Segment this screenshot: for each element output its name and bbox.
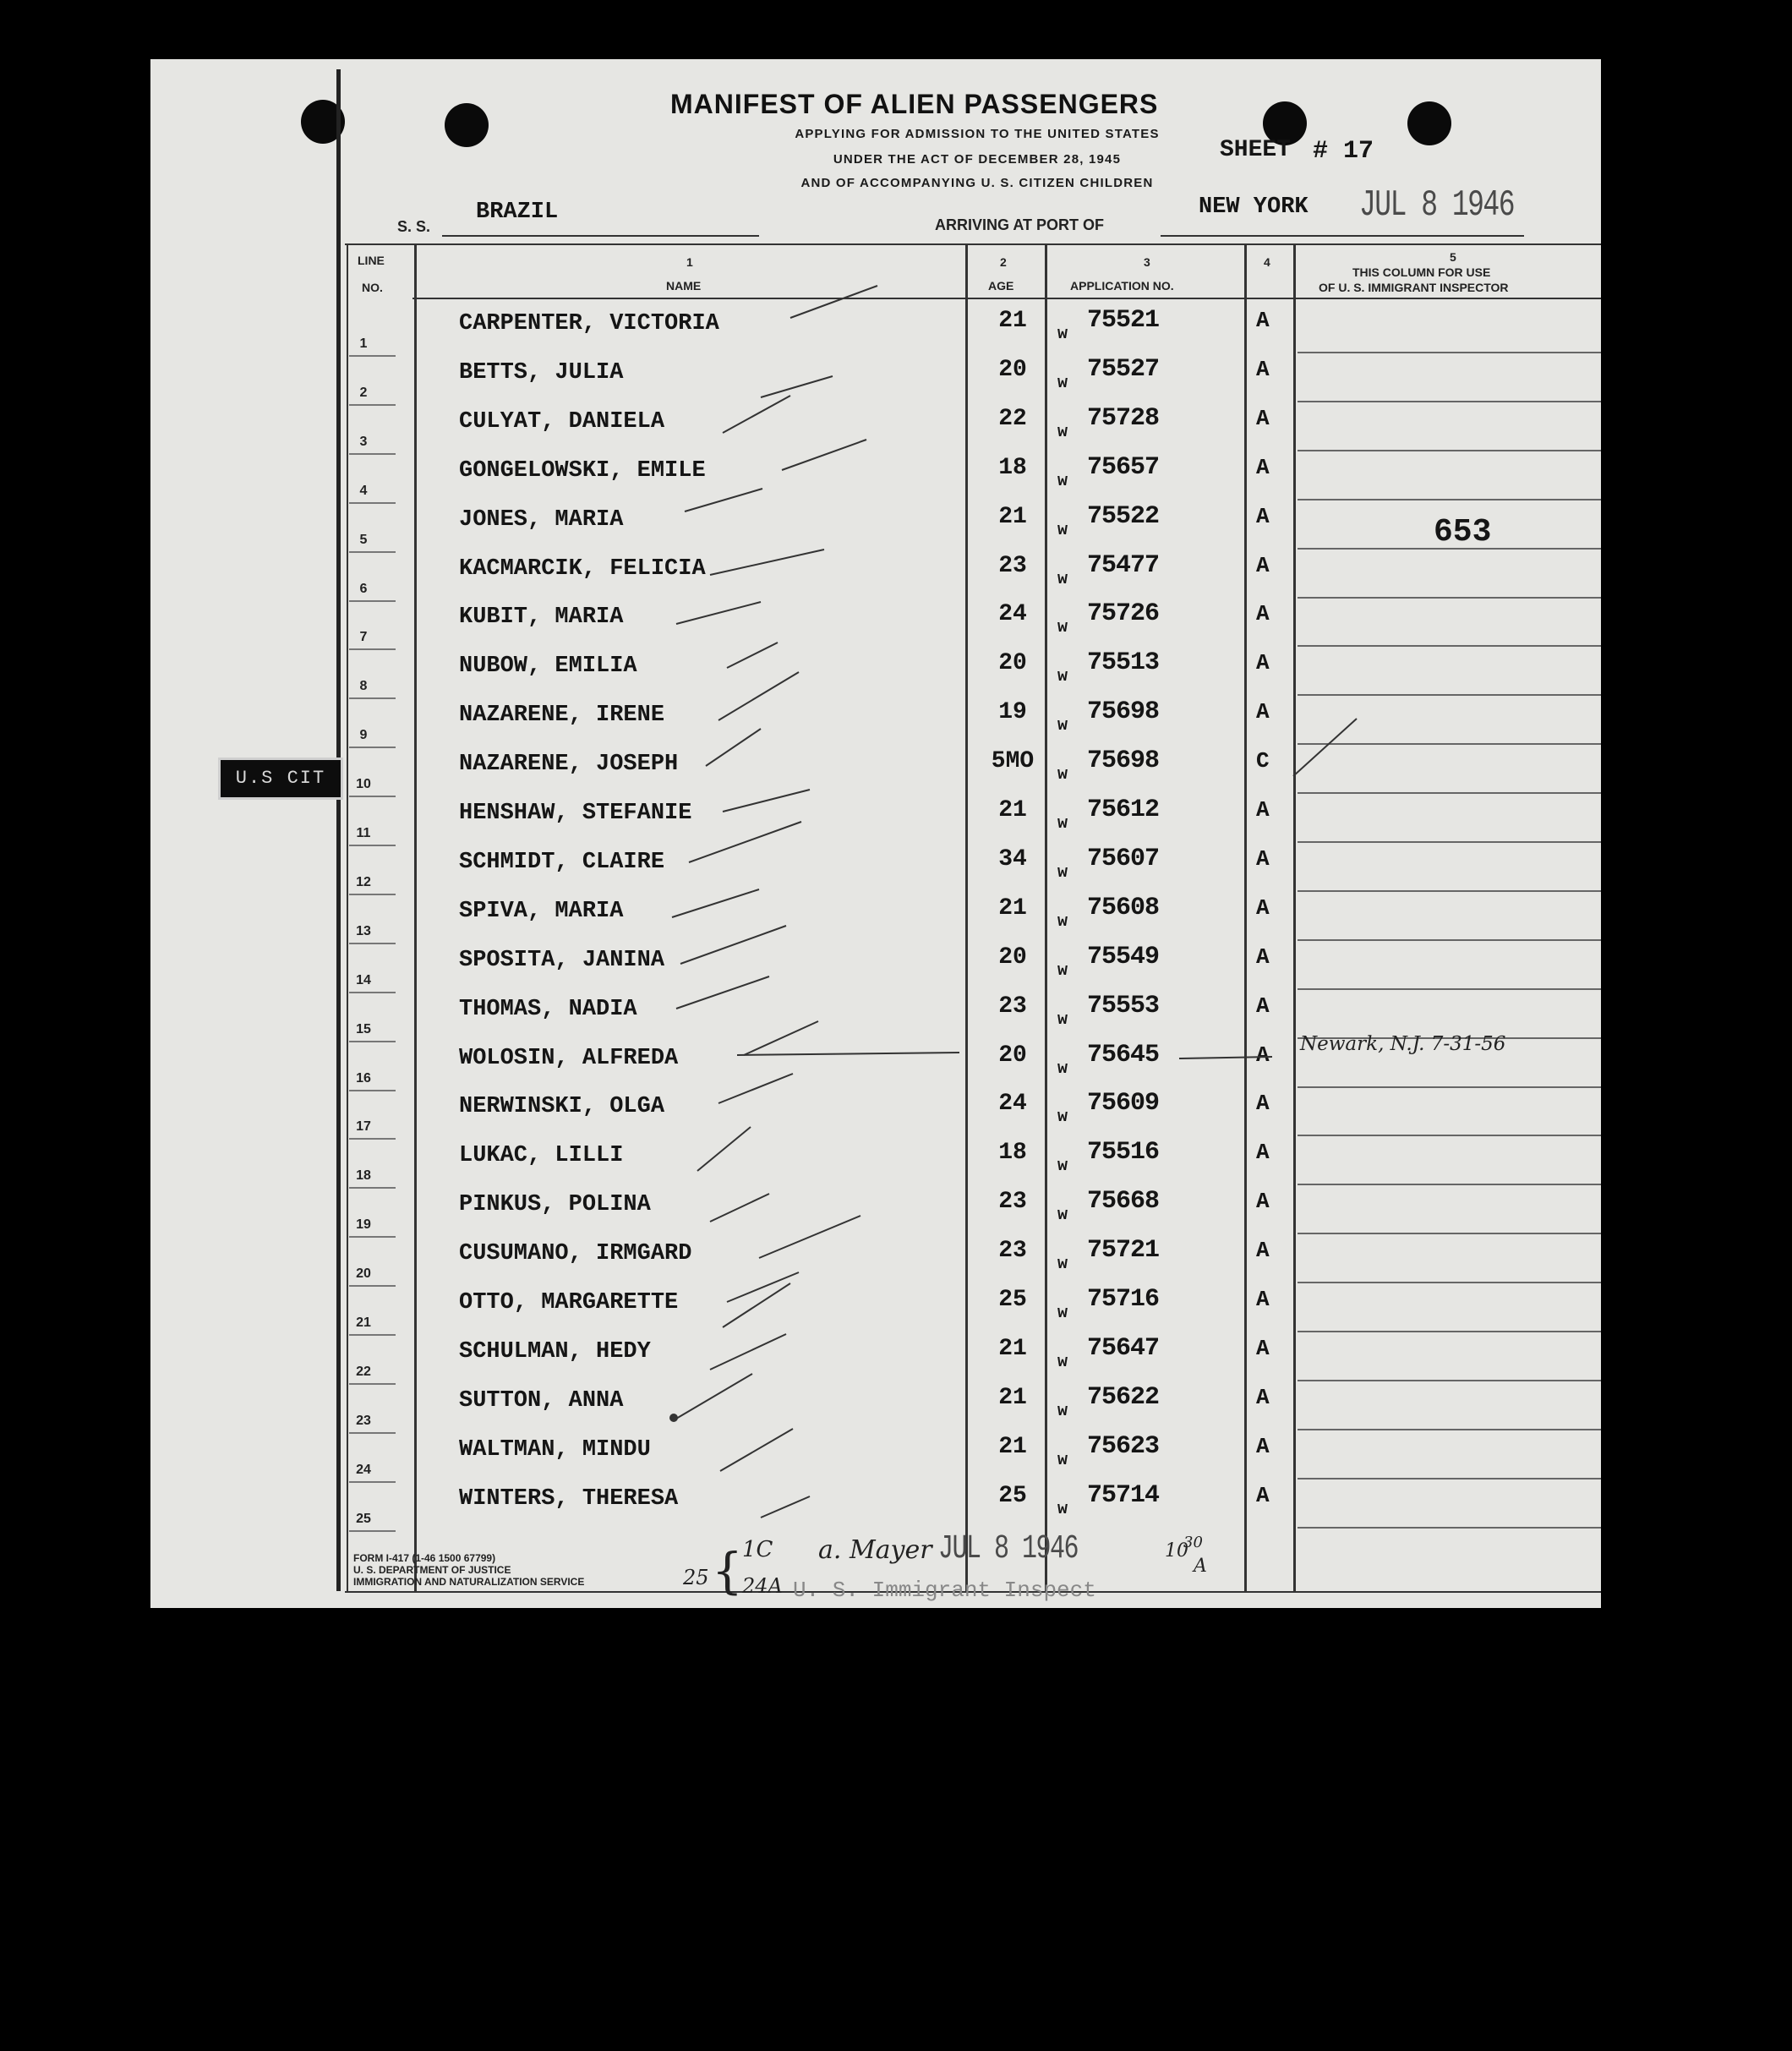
passenger-age: 18 <box>998 1140 1027 1167</box>
application-prefix: w <box>1057 1450 1068 1470</box>
status-code: A <box>1256 1482 1270 1508</box>
table-row <box>150 941 1601 990</box>
passenger-age: 23 <box>998 993 1027 1020</box>
form-subtitle-2: UNDER THE ACT OF DECEMBER 28, 1945 <box>833 152 1122 167</box>
status-code: A <box>1256 797 1270 823</box>
passenger-name: PINKUS, POLINA <box>459 1192 651 1218</box>
line-number: 24 <box>356 1462 371 1477</box>
line-number: 21 <box>356 1315 371 1330</box>
table-row <box>150 304 1601 353</box>
application-number: 75645 <box>1087 1040 1160 1069</box>
line-number: 25 <box>356 1511 371 1526</box>
port-label: ARRIVING AT PORT OF <box>935 216 1104 233</box>
application-number: 75721 <box>1087 1236 1160 1266</box>
status-code: A <box>1256 601 1270 627</box>
status-code: A <box>1256 1238 1270 1264</box>
passenger-name: THOMAS, NADIA <box>459 996 637 1022</box>
status-code: A <box>1256 894 1270 921</box>
line-number: 7 <box>359 630 368 645</box>
application-number: 75522 <box>1087 501 1160 531</box>
sheet-label: SHEET <box>1220 137 1292 163</box>
application-prefix: w <box>1057 1206 1068 1226</box>
table-row <box>150 1185 1601 1234</box>
passenger-name: NERWINSKI, OLGA <box>459 1094 665 1120</box>
line-number: 4 <box>359 483 368 498</box>
passenger-name: OTTO, MARGARETTE <box>459 1290 679 1315</box>
line-number: 1 <box>359 336 368 351</box>
status-code: A <box>1256 356 1270 382</box>
inspector-row-rule <box>1298 1527 1601 1529</box>
passenger-age: 24 <box>998 1091 1027 1118</box>
passenger-age: 19 <box>998 699 1027 726</box>
summary-brace: { <box>712 1542 743 1600</box>
ship-name: BRAZIL <box>476 200 559 225</box>
passenger-age: 23 <box>998 552 1027 579</box>
passenger-name: SPIVA, MARIA <box>459 898 624 924</box>
application-prefix: w <box>1057 765 1068 785</box>
passenger-name: SCHMIDT, CLAIRE <box>459 849 665 875</box>
application-number: 75607 <box>1087 844 1160 873</box>
col-inspector-label-2: OF U. S. IMMIGRANT INSPECTOR <box>1319 281 1509 294</box>
header-rule <box>412 298 1601 299</box>
application-prefix: w <box>1057 471 1068 491</box>
status-code: A <box>1256 943 1270 970</box>
table-row <box>150 892 1601 941</box>
form-title: MANIFEST OF ALIEN PASSENGERS <box>670 89 1159 119</box>
application-number: 75714 <box>1087 1480 1160 1510</box>
passenger-age: 18 <box>998 454 1027 481</box>
newark-note: Newark, N.J. 7-31-56 <box>1300 1033 1506 1055</box>
summary-total: 25 <box>683 1566 709 1589</box>
application-prefix: w <box>1057 422 1068 442</box>
ss-label: S. S. <box>397 218 431 235</box>
passenger-age: 21 <box>998 797 1027 823</box>
passenger-age: 24 <box>998 601 1027 628</box>
ship-underline <box>442 235 759 237</box>
status-code: A <box>1256 650 1270 676</box>
time-sub: A <box>1194 1556 1207 1577</box>
footer-form-line-2: U. S. DEPARTMENT OF JUSTICE <box>353 1564 511 1576</box>
table-row <box>150 500 1601 550</box>
summary-c: 1C <box>742 1537 773 1562</box>
status-code: A <box>1256 1091 1270 1117</box>
status-code: A <box>1256 1384 1270 1410</box>
application-prefix: w <box>1057 520 1068 540</box>
table-row <box>150 1136 1601 1185</box>
line-number: 14 <box>356 972 371 987</box>
application-number: 75553 <box>1087 991 1160 1020</box>
application-number: 75622 <box>1087 1382 1160 1412</box>
application-number: 75726 <box>1087 599 1160 629</box>
table-row <box>150 647 1601 696</box>
application-prefix: w <box>1057 716 1068 736</box>
application-prefix: w <box>1057 1157 1068 1177</box>
application-number: 75647 <box>1087 1333 1160 1363</box>
line-number: 8 <box>359 679 368 694</box>
line-number: 16 <box>356 1070 371 1086</box>
inspector-signature: a. Mayer <box>818 1535 932 1565</box>
passenger-age: 23 <box>998 1238 1027 1265</box>
table-row <box>150 1479 1601 1529</box>
time-sup: 30 <box>1183 1534 1203 1551</box>
footer-form-line-1: FORM I-417 (1-46 1500 67799) <box>353 1552 496 1564</box>
port-underline <box>1161 235 1524 237</box>
passenger-name: WINTERS, THERESA <box>459 1485 679 1512</box>
application-number: 75527 <box>1087 354 1160 384</box>
summary-a: 24A <box>742 1574 783 1598</box>
col-line-label: LINE <box>358 254 385 267</box>
passenger-age: 25 <box>998 1482 1027 1509</box>
col-app-num: 3 <box>1144 255 1150 269</box>
table-row <box>150 990 1601 1039</box>
application-number: 75477 <box>1087 550 1160 580</box>
passenger-name: HENSHAW, STEFANIE <box>459 801 692 826</box>
passenger-name: KUBIT, MARIA <box>459 604 624 631</box>
application-number: 75698 <box>1087 697 1160 727</box>
application-number: 75657 <box>1087 452 1160 482</box>
passenger-name: NAZARENE, IRENE <box>459 703 665 729</box>
line-number: 23 <box>356 1413 371 1428</box>
status-code: A <box>1256 1433 1270 1459</box>
application-prefix: w <box>1057 1401 1068 1421</box>
passenger-name: GONGELOWSKI, EMILE <box>459 457 706 484</box>
application-prefix: w <box>1057 960 1068 981</box>
table-row <box>150 1381 1601 1430</box>
application-prefix: w <box>1057 667 1068 687</box>
passenger-age: 20 <box>998 356 1027 383</box>
line-number: 6 <box>359 581 368 596</box>
line-number: 22 <box>356 1364 371 1379</box>
application-prefix: w <box>1057 911 1068 932</box>
table-row <box>150 550 1601 599</box>
application-prefix: w <box>1057 1499 1068 1519</box>
passenger-age: 23 <box>998 1189 1027 1216</box>
status-code: A <box>1256 993 1270 1019</box>
col-age-num: 2 <box>1000 255 1007 269</box>
punch-hole <box>445 103 489 147</box>
line-number: 17 <box>356 1119 371 1135</box>
inspector-stamp: U. S. Immigrant Inspect <box>793 1578 1096 1603</box>
table-row <box>150 1234 1601 1283</box>
passenger-age: 21 <box>998 1335 1027 1362</box>
col-app-label: APPLICATION NO. <box>1070 279 1174 293</box>
status-code: A <box>1256 1335 1270 1361</box>
line-number: 11 <box>356 826 371 840</box>
passenger-age: 21 <box>998 1433 1027 1460</box>
col-line-no: NO. <box>362 281 383 294</box>
line-number: 10 <box>356 777 371 792</box>
application-number: 75668 <box>1087 1187 1160 1217</box>
line-number: 20 <box>356 1266 371 1282</box>
passenger-name: SCHULMAN, HEDY <box>459 1338 651 1365</box>
application-number: 75623 <box>1087 1431 1160 1461</box>
application-prefix: w <box>1057 325 1068 344</box>
application-number: 75728 <box>1087 403 1160 433</box>
passenger-name: CULYAT, DANIELA <box>459 408 665 435</box>
passenger-age: 21 <box>998 308 1027 334</box>
table-row <box>150 696 1601 745</box>
status-code: A <box>1256 552 1270 578</box>
table-row <box>150 794 1601 843</box>
col-inspector-label-1: THIS COLUMN FOR USE <box>1352 265 1491 279</box>
application-prefix: w <box>1057 1009 1068 1030</box>
line-number: 5 <box>359 532 368 547</box>
footer-form-line-3: IMMIGRATION AND NATURALIZATION SERVICE <box>353 1576 585 1588</box>
passenger-name: CUSUMANO, IRMGARD <box>459 1241 692 1267</box>
application-prefix: w <box>1057 1108 1068 1128</box>
passenger-name: BETTS, JULIA <box>459 359 624 386</box>
form-subtitle-1: APPLYING FOR ADMISSION TO THE UNITED STATES <box>795 127 1160 141</box>
status-code: A <box>1256 845 1270 872</box>
passenger-age: 21 <box>998 503 1027 530</box>
col-inspector-num: 5 <box>1450 250 1456 264</box>
line-number: 2 <box>359 385 368 400</box>
passenger-name: CARPENTER, VICTORIA <box>459 311 719 336</box>
status-code: A <box>1256 1189 1270 1215</box>
application-number: 75698 <box>1087 747 1160 776</box>
table-row <box>150 745 1601 794</box>
col-age-label: AGE <box>988 279 1014 293</box>
sheet-number: # 17 <box>1313 137 1374 166</box>
application-prefix: w <box>1057 373 1068 393</box>
status-code: A <box>1256 1140 1270 1166</box>
arrival-date-stamp: JUL 8 1946 <box>1359 184 1515 227</box>
manifest-sheet <box>150 59 1601 1608</box>
status-code: A <box>1256 454 1270 480</box>
table-row <box>150 598 1601 647</box>
passenger-name: LUKAC, LILLI <box>459 1143 624 1169</box>
application-number: 75612 <box>1087 796 1160 824</box>
passenger-name: SPOSITA, JANINA <box>459 947 665 973</box>
status-code: A <box>1256 503 1270 529</box>
status-code: A <box>1256 1287 1270 1312</box>
passenger-age: 25 <box>998 1287 1027 1313</box>
passenger-age: 20 <box>998 943 1027 971</box>
footer-stamp-date: JUL 8 1946 <box>938 1530 1079 1568</box>
table-row <box>150 1332 1601 1381</box>
passenger-name: KACMARCIK, FELICIA <box>459 555 706 582</box>
time-top: 10 <box>1165 1540 1188 1561</box>
application-prefix: w <box>1057 1255 1068 1275</box>
passenger-age: 20 <box>998 650 1027 677</box>
status-code: A <box>1256 308 1270 333</box>
table-row <box>150 402 1601 451</box>
table-row <box>150 1430 1601 1479</box>
line-number: 3 <box>359 434 368 449</box>
passenger-name: JONES, MARIA <box>459 506 624 533</box>
application-prefix: w <box>1057 862 1068 883</box>
table-row <box>150 1087 1601 1136</box>
application-prefix: w <box>1057 1352 1068 1372</box>
table-row <box>150 353 1601 402</box>
line-number: 12 <box>356 874 371 889</box>
passenger-age: 5MO <box>991 748 1035 775</box>
punch-hole <box>1407 101 1451 145</box>
us-citizen-stamp: U.S CIT <box>218 758 343 800</box>
line-number: 15 <box>356 1021 371 1036</box>
application-prefix: w <box>1057 569 1068 589</box>
line-number: 13 <box>356 923 371 938</box>
table-top-rule <box>345 243 1601 245</box>
status-code: C <box>1256 748 1270 774</box>
application-prefix: w <box>1057 1058 1068 1079</box>
application-number: 75516 <box>1087 1138 1160 1168</box>
table-row <box>150 1283 1601 1332</box>
application-prefix: w <box>1057 1304 1068 1323</box>
col-code-num: 4 <box>1264 255 1270 269</box>
application-number: 75513 <box>1087 648 1160 678</box>
passenger-name: NUBOW, EMILIA <box>459 654 637 680</box>
table-row <box>150 451 1601 500</box>
application-number: 75521 <box>1087 306 1160 335</box>
status-code: A <box>1256 1042 1270 1068</box>
passenger-name: WOLOSIN, ALFREDA <box>459 1045 679 1071</box>
passenger-name: NAZARENE, JOSEPH <box>459 752 679 778</box>
line-number: 19 <box>356 1217 371 1233</box>
inspector-number: 653 <box>1434 514 1492 550</box>
table-row <box>150 843 1601 892</box>
passenger-name: SUTTON, ANNA <box>459 1387 624 1414</box>
application-number: 75608 <box>1087 893 1160 922</box>
line-number: 9 <box>359 728 368 743</box>
passenger-age: 20 <box>998 1042 1027 1069</box>
port-name: NEW YORK <box>1199 194 1308 220</box>
application-prefix: w <box>1057 618 1068 638</box>
line-row-rule <box>349 1530 396 1532</box>
passenger-age: 21 <box>998 1384 1027 1411</box>
line-number: 18 <box>356 1168 371 1184</box>
status-code: A <box>1256 405 1270 431</box>
status-code: A <box>1256 699 1270 725</box>
passenger-age: 34 <box>998 845 1027 872</box>
passenger-age: 22 <box>998 405 1027 432</box>
col-name-num: 1 <box>686 255 693 269</box>
passenger-name: WALTMAN, MINDU <box>459 1436 651 1463</box>
passenger-age: 21 <box>998 894 1027 922</box>
application-number: 75549 <box>1087 942 1160 971</box>
application-number: 75609 <box>1087 1089 1160 1118</box>
application-prefix: w <box>1057 814 1068 834</box>
form-subtitle-3: AND OF ACCOMPANYING U. S. CITIZEN CHILDREN <box>800 176 1154 190</box>
application-number: 75716 <box>1087 1285 1160 1314</box>
col-name-label: NAME <box>666 279 702 293</box>
